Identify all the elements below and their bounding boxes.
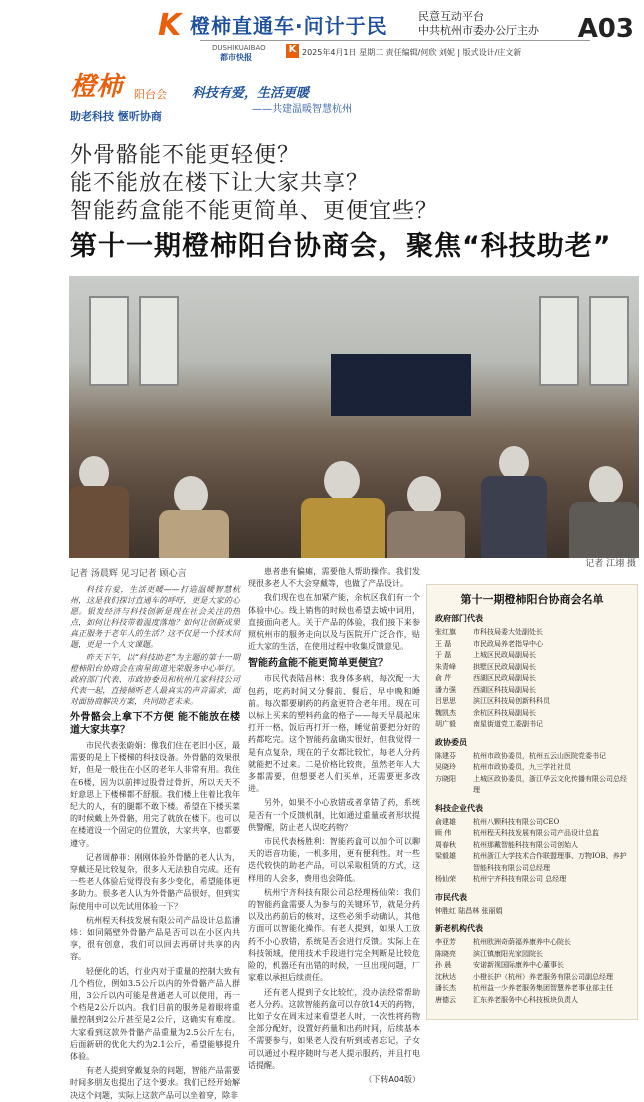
participant-name: 周春秋 [435, 840, 456, 849]
list-item [427, 817, 637, 829]
list-item [427, 762, 637, 774]
article-column-2 [248, 566, 420, 1084]
list-item [427, 972, 637, 984]
article-intro: 科技有爱，生活更暖——打造温暖智慧杭州，这是我们探讨直通车的呼吁，更是大家的心愿。银发经济与科技创新是现在社会关注的热点，如何让科技带着温度落地？如何让创新成果真正服务于老年人的生活？这不仅是一个技术问题，更是一个人文课题。 [70, 585, 240, 649]
organizer-line1: 民意互动平台 [418, 10, 484, 23]
participant-name: 朱青峰 [435, 662, 456, 671]
list-item [427, 662, 637, 674]
list-item [427, 983, 637, 995]
participant-name: 李亚芳 [435, 938, 456, 946]
participant-title: 南星街道党工委副书记 [473, 720, 543, 728]
section-org: 新老机构代表 [435, 924, 483, 933]
participant-name: 沈秋达 [435, 972, 456, 981]
date-line: 2025年4月1日 星期二 责任编辑/何欣 刘妮 | 版式设计/庄文新 [302, 48, 522, 57]
paragraph: 市民代表陆昌林：我身体多病，每次配一大包药，吃药时间又分餐前、餐后、早中晚和睡前。每次都要刷药的药盒更符合老年用。现在可以标上买来的塑料药盒的格子——每天早晨起床打开一格，饭后再打开一格，睡觉前要把分好的药都吃完。这个智能药盒确实很好，但我觉得一是有点复杂，现在的子女都比较忙，每老人分药就能把不过来。二是价格比较贵，虽然老年人大多都需要，但想要老人们买单，还需要更多改进。 [248, 674, 420, 794]
list-item [427, 719, 637, 731]
section-citizen: 市民代表 [435, 892, 467, 902]
participant-name: 魏凯杰 [435, 708, 456, 717]
list-title: 第十一期橙柿阳台协商会名单 [460, 593, 604, 606]
participant-name: 吴晓玲 [435, 763, 456, 771]
participant-name: 杨仙荣 [435, 875, 456, 883]
person [301, 498, 385, 558]
participant-name: 胡广毅 [435, 720, 456, 728]
participant-title: 上城区政协委员，浙江华云文化传播有限公司总经理 [473, 774, 627, 794]
article-intro-2: 昨天下午，以“科技助老”为主题的第十一期橙柿阳台协商会在南星街道光荣服务中心举行。政府部门代表、市政协委员和杭州几家科技公司代表一起，直接倾听老人最真实的声音需求，面对面协商解决方案，共同助老未来。 [70, 653, 240, 706]
person [387, 511, 465, 558]
participant-title: 安诺新视国际康养中心董事长 [473, 961, 564, 969]
list-item [427, 840, 637, 852]
participant-title: 滨江区科技局创新科科员 [473, 697, 550, 705]
participant-name: 于 磊 [435, 651, 452, 659]
participant-title: 汇东养老服务中心科技板块负责人 [473, 995, 578, 1004]
question-3: 智能药盒能不能更简单、更便宜些？ [70, 199, 439, 224]
participant-title: 滨江镇康阳光家园院长 [473, 949, 543, 958]
column-tagline: 助老科技 愜听协商 [70, 110, 162, 123]
participant-title: 杭州市政协委员，九三学社社员 [473, 763, 571, 771]
section-cppcc: 政协委员 [435, 737, 467, 747]
subhead-2: 智能药盒能不能更简单更便宜？ [248, 658, 388, 670]
participant-title: 杭州浙江大学技术合作联盟理事、万物IOB、养护智能科技有限公司总经理 [473, 852, 627, 872]
person [79, 456, 109, 490]
person [324, 461, 360, 501]
participant-name: 潘长杰 [435, 984, 456, 992]
person [174, 476, 208, 514]
person [69, 486, 129, 558]
participant-title: 杭州益一少养老服务集团智慧养老事业部主任 [473, 984, 613, 992]
window [139, 296, 179, 386]
list-item [427, 627, 637, 639]
column-brand [70, 66, 167, 103]
paragraph: 患者患有偏瘫，需要他人帮助操作。我们发现很多老人不大会穿戴等，也做了产品设计。 [248, 567, 420, 589]
list-item [427, 851, 637, 874]
continued-note: （下转A04版） [364, 1074, 420, 1084]
participant-title: 杭州市政协委员，杭州五云山医院党委书记 [473, 751, 606, 760]
participant-name: 梁毅雄 [435, 852, 456, 860]
participant-name: 方晓阳 [435, 774, 456, 783]
slogan: 科技有爱，生活更暖 [192, 86, 310, 101]
participant-title: 市民政局养老指导中心 [473, 639, 543, 648]
list-item [427, 960, 637, 972]
list-item [427, 828, 637, 840]
paper-logo-icon: K [286, 44, 299, 58]
participant-title: 西湖区民政局副局长 [473, 674, 536, 682]
participant-list [426, 584, 638, 1020]
person [159, 510, 229, 558]
list-item [427, 874, 637, 886]
participant-title: 杭州欧洲奇荫福养康养中心院长 [473, 938, 571, 946]
participant-title: 余杭区科技局副局长 [473, 708, 536, 717]
list-item [427, 774, 637, 797]
paragraph: 市民代表杨胜利：智能药盒可以加个可以聊天的语音功能，一机多用，更有便利性。对一些迭代较快的助老产品，可以采取租赁的方式，这样用的人会多，费用也会降低。 [248, 837, 420, 883]
brand-suffix: 阳台会 [134, 88, 167, 101]
brand-name: 橙柿 [70, 72, 123, 102]
paragraph: 记者周静菲：刚刚体验外骨骼的老人认为，穿戴还是比较复杂，很多人无法独自完成。还有一些老人体验后觉得没有多少变化，希望能体更多助力。很多老人认为外骨骼产品很好，但到实际使用中可以先试用体验一下？ [70, 852, 240, 911]
projection-screen [331, 354, 471, 416]
question-2: 能不能放在楼下让大家共享？ [70, 171, 370, 196]
participant-name: 孙 晨 [435, 961, 452, 969]
article-column-1 [70, 584, 240, 1100]
person [569, 502, 639, 558]
paragraph: 轻便化的话，行业内对于重量的控制大致有几个档位，例如3.5公斤以内的外骨骼产品人群用，3公斤以内可能是普通老人可以使用，再一个档是2公斤以内。我们目前的服务是着眼将重量控制到2公斤甚至是2公斤，这确实有难度。大家看到这款外骨骼产品重量为2.5公斤左右，后面新研的优化大约为2.1公斤，希望能够提升体验。 [70, 966, 240, 1062]
masthead-organizer [418, 10, 539, 38]
list-item [427, 751, 637, 763]
byline: 记者 汤晨辉 见习记者 顾心言 [70, 569, 187, 579]
meeting-photo [69, 276, 639, 558]
masthead [0, 0, 644, 62]
participant-name: 王 磊 [435, 639, 452, 648]
paper-name-cn: 都市快报 [220, 53, 252, 62]
paragraph: 市民代表张蔚娟：像我们住在老旧小区，最需要的是上下楼梯的科技设备。外骨骼的效果很好，但是一般住在小区的老年人非常有用。我住在6楼，因为以前摔过股骨过骨折，所以天天不好意思上下楼梯都不舒服。我们楼上住着比我年纪大的人，有的腿都不敢下楼。希望在下楼买菜的时候戴上外骨骼，用完了就放在楼下。也可以在楼道设一个固定的位置放，大家共享，也都要遵守。 [70, 741, 240, 848]
participant-name: 顾 伟 [435, 829, 452, 837]
person [589, 466, 623, 504]
paragraph: 杭州宁齐科技有限公司总经理杨仙荣：我们的智能药盒需要人为参与的关键环节，就是分药以及出药前后的核对，这些必须手动确认，其他方面可以智能化操作。有老人提到，如果人工放药不小心放错，系统是否会进行反馈。实际上在科技领域，使用技术手段进行完全判断是比较危险的，机器还有出错的时候，一旦出现问题，厂家难以承担后续责任。 [248, 887, 420, 983]
paragraph: 杭州程天科技发展有限公司产品设计总监潘炜：如同隔壁外骨骼产品是否可以在小区内共享，很有创意，我们可以回去再研讨共享的内容。 [70, 915, 240, 962]
window [539, 296, 579, 386]
list-item [427, 673, 637, 685]
participant-name: 吕思思 [435, 697, 456, 705]
participant-title: 小橙长护（杭州）养老服务有限公司副总经理 [473, 972, 613, 981]
headline: 第十一期橙柿阳台协商会，聚焦“科技助老” [70, 231, 612, 262]
list-item [427, 650, 637, 662]
masthead-divider [200, 40, 590, 41]
masthead-title: 橙柿直通车·问计于民 [190, 14, 388, 38]
citizen-names: 钟胜红 陆昌林 张丽娟 [435, 906, 503, 915]
participant-title: 杭州那戴智能科技有限公司创始人 [473, 840, 578, 849]
participant-title: 上城区民政局副局长 [473, 651, 536, 659]
list-item [427, 696, 637, 708]
window [89, 296, 129, 386]
photo-credit: 记者 江翊 摄 [585, 559, 636, 569]
section-gov: 政府部门代表 [435, 614, 483, 623]
logo-k: K [158, 8, 182, 43]
paragraph: 有老人提到穿戴复杂的问题，智能产品需要时间多朋友也提出了这个要求。我们已经开始解决这个问题，实际上这款产品可以坐着穿，除非 [70, 1066, 240, 1100]
list-item [427, 937, 637, 949]
participant-name: 陈建芬 [435, 751, 456, 760]
page-number: A03 [577, 14, 634, 44]
participant-title: 市科技局委大处副处长 [473, 628, 543, 636]
participant-name: 张红旗 [435, 628, 456, 636]
participant-title: 西湖区科技局副局长 [473, 685, 536, 694]
paragraph: 我们现在也在加紧产能，余杭区我们有一个体验中心。线上销售的时候也希望去城中词用，直接面向老人。关于产品的体验，我们接下来参照杭州市的服务走向以及与医院开广泛合作，贴近大家的生活，在使用过程中收集反馈意见。 [248, 593, 420, 652]
subhead-1: 外骨骼会上拿下不方便 能不能放在楼道大家共享？ [70, 712, 240, 736]
section-tech: 科技企业代表 [435, 803, 483, 813]
person [407, 476, 441, 514]
list-item [427, 708, 637, 720]
participant-title: 拱墅区民政局副局长 [473, 662, 536, 671]
participant-title: 杭州八颗科技有限公司CEO [473, 817, 560, 826]
participant-name: 俞 芹 [435, 674, 452, 682]
slogan-sub: ——共建温暖智慧杭州 [252, 104, 352, 115]
question-1: 外骨骼能不能更轻便？ [70, 143, 301, 168]
organizer-line2: 中共杭州市委办公厅主办 [418, 24, 539, 37]
list-item [427, 995, 637, 1007]
participant-title: 杭州宁齐科技有限公司 总经理 [473, 875, 567, 883]
participant-title: 杭州程天科技发展有限公司产品设计总监 [473, 829, 599, 837]
paragraph: 另外，如果不小心放错或者拿错了药，系统是否有一个反馈机制，比如通过重量或者形状提供警醒，防止老人误吃药物？ [248, 798, 420, 832]
window [589, 296, 629, 386]
list-item [427, 685, 637, 697]
participant-name: 俞建雄 [435, 817, 456, 826]
list-item [427, 949, 637, 961]
paper-name-en: DUSHIKUAIBAO [212, 44, 266, 52]
list-item [427, 639, 637, 651]
person [499, 446, 529, 480]
paragraph: 还有老人提到子女比较忙，没办法经常帮助老人分药。这款智能药盒可以存放14天的药物，比如子女在周末过来看望老人时，一次性将药物全部分配好，设置好药量和出药时间，后续基本不需要参与，如果老人没有听到或者忘记，子女可以通过小程序随时与老人提示服药，并且打电话提醒。 [248, 987, 420, 1070]
participant-name: 潘力强 [435, 685, 456, 694]
participant-name: 唐德云 [435, 995, 456, 1004]
participant-name: 陈晓亮 [435, 949, 456, 958]
person [481, 476, 547, 558]
